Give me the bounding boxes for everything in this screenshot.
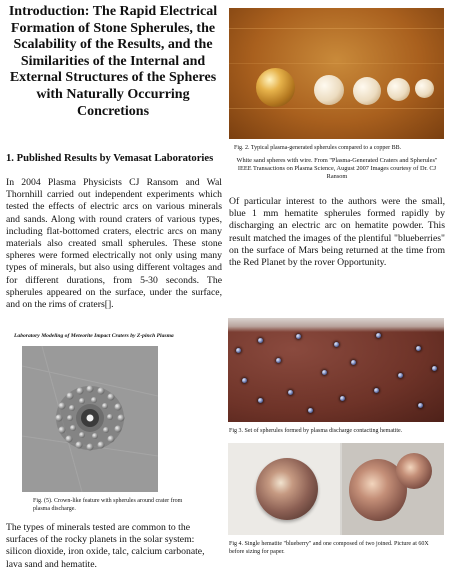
joined-blueberry-small bbox=[396, 453, 432, 489]
section-paragraph: In 2004 Plasma Physicists CJ Ransom and Wal Thornhill carried out independent experiments which tested the effects of electric arcs on various minerals and sands. Along with round craters of various types, including flat-bottomed craters, electric arcs on many materials also created small spherules. These stone spheres were formed electrically not only using many types of minerals, but also using different voltages and for different durations, from 5-30 seconds. The spherules appeared on the surface, under the surface, and on the rims of craters[]. bbox=[6, 177, 222, 311]
sand-sphere bbox=[415, 79, 434, 98]
sand-sphere bbox=[314, 75, 344, 105]
page-title: Introduction: The Rapid Electrical Formation of Stone Spherules, the Scalability of the Results, and the Similarities of the Internal and External Structures of the Spheres with Naturally Occurring Concretions bbox=[8, 4, 218, 119]
fig2-image bbox=[229, 8, 444, 139]
fig2-credit: White sand spheres with wire. From "Plasma-Generated Craters and Spherules" IEEE Transactions on Plasma Science, August 2007 Images courtesy of Dr. CJ Ransom bbox=[236, 157, 438, 180]
single-blueberry bbox=[256, 458, 318, 520]
sand-sphere bbox=[387, 78, 410, 101]
fig5-caption: Fig. (5). Crown-like feature with spherules around crater from plasma discharge. bbox=[33, 498, 183, 512]
section-heading: 1. Published Results by Vemasat Laboratories bbox=[6, 153, 214, 164]
minerals-paragraph: The types of minerals tested are common to the surfaces of the rocky planets in the solar system: silicon dioxide, iron oxide, talc, calcium carbonate, lava sand and hematite. bbox=[6, 522, 205, 570]
interest-paragraph: Of particular interest to the authors were the small, blue 1 mm hematite spherules formed rapidly by discharging an electric arc on hematite powder. This result matched the images of the plentiful "blueberries" on the surface of Mars being returned at the time from the Red Planet by the rover Opportunity. bbox=[229, 196, 445, 269]
fig4-caption: Fig 4. Single hematite "blueberry" and one composed of two joined. Picture at 60X before sizing for paper. bbox=[229, 541, 429, 555]
sand-sphere bbox=[353, 77, 381, 105]
copper-bb bbox=[256, 68, 295, 107]
fig2-caption: Fig. 2. Typical plasma-generated spherules compared to a copper BB. bbox=[234, 145, 402, 151]
crater-illustration bbox=[22, 346, 158, 492]
fig5-header: Laboratory Modeling of Meteorite Impact Craters by Z-pinch Plasma bbox=[14, 333, 174, 339]
crater-image bbox=[22, 346, 158, 492]
fig3-caption: Fig 3. Set of spherules formed by plasma discharge contacting hematite. bbox=[229, 428, 403, 434]
fig3-image bbox=[228, 318, 444, 422]
fig4-image bbox=[228, 443, 444, 535]
